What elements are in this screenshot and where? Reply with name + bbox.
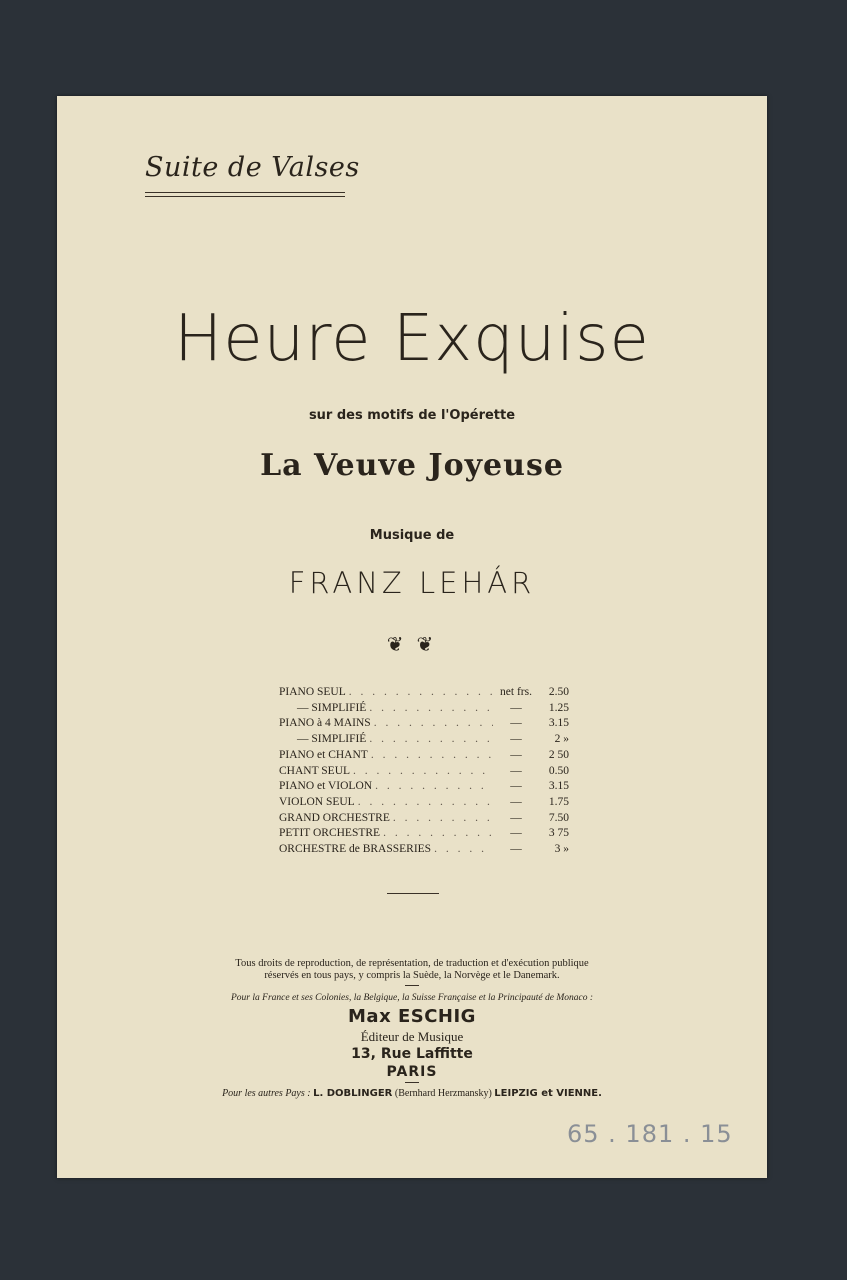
price-row (279, 764, 569, 780)
other-countries-prefix: Pour les autres Pays : (222, 1088, 311, 1099)
price-row (279, 842, 569, 858)
price-row (279, 826, 569, 842)
price-amount: 1.75 (548, 795, 569, 808)
leader-dots (366, 732, 493, 748)
edition-name: PIANO SEUL (279, 686, 346, 698)
distributor-cities: LEIPZIG et VIENNE. (494, 1088, 602, 1099)
price-unit: — (510, 780, 522, 793)
leader-dots (366, 701, 493, 717)
operetta-title: La Veuve Joyeuse (260, 448, 564, 483)
publisher-city: PARIS (386, 1064, 438, 1080)
edition-name: — SIMPLIFIÉ (297, 733, 367, 746)
edition-name: PETIT ORCHESTRE (279, 827, 381, 840)
price-row (279, 701, 569, 717)
handwritten-catalog-number: 65 . 181 . 15 (567, 1120, 733, 1148)
price-unit: — (510, 827, 522, 840)
price-unit: net frs. (500, 686, 532, 698)
edition-name: PIANO à 4 MAINS (279, 717, 371, 730)
price-unit: — (510, 811, 522, 824)
leader-dots (371, 716, 493, 732)
edition-name: PIANO et CHANT (279, 748, 368, 761)
price-row (279, 811, 569, 827)
edition-name: VIOLON SEUL (279, 795, 355, 808)
composer-name: FRANZ LEHÁR (288, 566, 536, 600)
price-unit: — (510, 733, 522, 746)
distributor-name: L. DOBLINGER (313, 1088, 393, 1099)
price-row (279, 748, 569, 764)
fleuron-ornament-icon: ❦ ❦ (386, 634, 438, 656)
edition-name: ORCHESTRE de BRASSERIES (279, 843, 432, 856)
publisher-role: Éditeur de Musique (360, 1029, 464, 1044)
edition-name: CHANT SEUL (279, 764, 351, 777)
publisher-address: 13, Rue Laffitte (351, 1046, 473, 1062)
leader-dots (355, 795, 493, 811)
price-amount: 2 50 (548, 748, 569, 761)
edition-name: PIANO et VIOLON (279, 780, 373, 793)
rights-line-2: réservés en tous pays, y compris la Suède, la Norvège et le Danemark. (264, 970, 560, 981)
other-countries-line (57, 1088, 767, 1099)
price-row (279, 732, 569, 748)
price-amount: 2 » (554, 733, 569, 746)
rights-line-1: Tous droits de reproduction, de représentation, de traduction et d'exécution publique (235, 958, 589, 969)
price-amount: 3.15 (548, 717, 569, 730)
price-unit: — (510, 701, 522, 714)
price-amount: 7.50 (548, 811, 569, 824)
leader-dots (346, 685, 493, 701)
rights-notice (57, 958, 767, 982)
price-row (279, 779, 569, 795)
short-rule (405, 985, 419, 986)
price-row (279, 795, 569, 811)
subtitle: sur des motifs de l'Opérette (308, 408, 516, 423)
leader-dots (350, 764, 493, 780)
price-amount: 1.25 (548, 701, 569, 714)
leader-dots (372, 779, 493, 795)
price-amount: 3 » (554, 843, 569, 856)
price-list (279, 685, 569, 858)
edition-name: GRAND ORCHESTRE (279, 811, 390, 824)
price-amount: 3.15 (548, 780, 569, 793)
price-amount: 3 75 (548, 827, 569, 840)
leader-dots (431, 842, 493, 858)
price-unit: — (510, 717, 522, 730)
series-underline (145, 192, 345, 197)
series-label: Suite de Valses (145, 152, 360, 183)
leader-dots (390, 811, 493, 827)
leader-dots (380, 826, 493, 842)
price-unit: — (510, 764, 522, 777)
price-amount: 0.50 (548, 764, 569, 777)
edition-name: — SIMPLIFIÉ (297, 701, 367, 714)
publisher-territory: Pour la France et ses Colonies, la Belgique, la Suisse Française et la Principauté de Monaco : (231, 993, 593, 1003)
price-amount: 2.50 (548, 686, 569, 698)
price-row (279, 685, 569, 701)
score-cover-sheet (57, 96, 767, 1178)
page-title: Heure Exquise (174, 302, 650, 376)
leader-dots (368, 748, 493, 764)
music-by-label: Musique de (369, 528, 455, 543)
distributor-detail: (Bernhard Herzmansky) (394, 1088, 492, 1099)
section-divider (387, 893, 439, 894)
price-unit: — (510, 795, 522, 808)
short-rule (405, 1082, 419, 1083)
publisher-name: Max ESCHIG (348, 1006, 476, 1027)
price-unit: — (510, 748, 522, 761)
price-unit: — (510, 843, 522, 856)
price-row (279, 716, 569, 732)
